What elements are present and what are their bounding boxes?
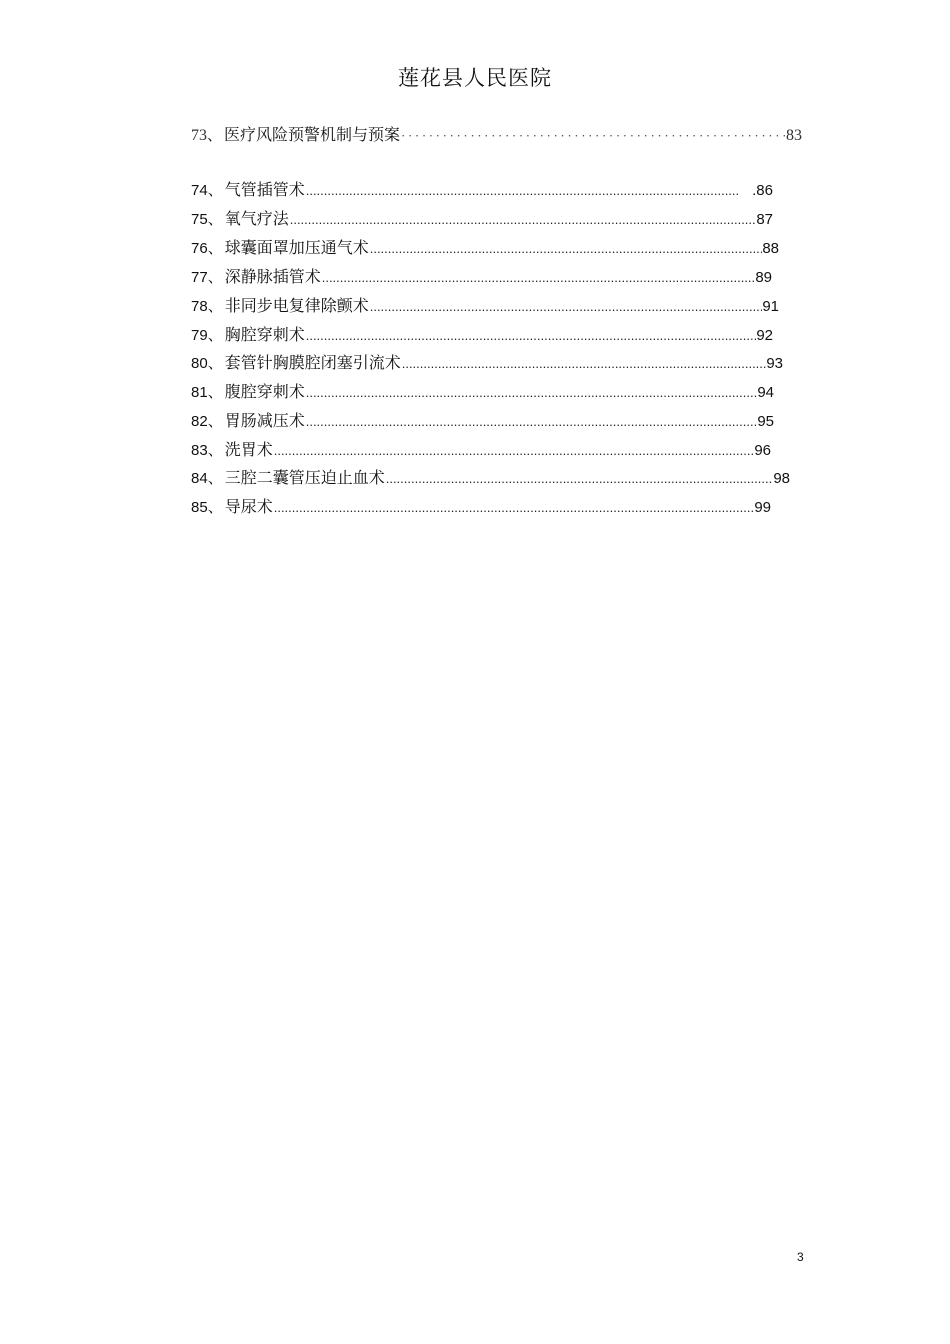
toc-entry-77[interactable] [191,266,772,288]
toc-dot-leader [401,353,767,374]
toc-entry-number: 83 [191,442,208,459]
toc-entry-number: 76 [191,240,208,257]
toc-entry-title: 洗胃术 [224,440,273,459]
toc-dot-leader [369,238,763,259]
toc-entry-number: 85 [191,499,208,516]
page-number: 3 [797,1250,804,1264]
toc-dot-leader [369,296,763,317]
toc-entry-title: 腹腔穿刺术 [224,382,305,401]
toc-entry-79[interactable] [191,324,773,346]
toc-entry-page: 92 [756,327,773,344]
toc-entry-page: 94 [757,384,774,401]
toc-entry-75[interactable] [191,208,773,230]
toc-dot-leader [289,209,757,230]
toc-entry-separator: 、 [207,441,223,459]
toc-dot-leader [305,180,738,201]
toc-entry-separator: 、 [207,181,223,199]
toc-dot-leader [273,497,755,518]
toc-entry-78[interactable] [191,295,779,317]
toc-entry-title: 医疗风险预警机制与预案 [224,125,401,144]
toc-dot-leader [321,267,756,288]
toc-dot-leader [305,325,757,346]
toc-entry-page: 91 [762,298,779,315]
toc-entry-76[interactable] [191,237,779,259]
toc-entry-page: 83 [786,127,802,144]
toc-entry-85[interactable] [191,496,771,518]
toc-entry-separator: 、 [207,383,223,401]
toc-entry-page: 93 [766,355,783,372]
toc-entry-separator: 、 [207,297,223,315]
toc-entry-82[interactable] [191,410,774,432]
toc-entry-number: 80 [191,355,208,372]
toc-entry-page: 99 [754,499,771,516]
toc-entry-title: 胸腔穿刺术 [224,325,305,344]
toc-dot-leader [273,440,755,461]
toc-dot-leader [305,411,758,432]
toc-entry-separator: 、 [207,126,223,144]
toc-entry-page: 89 [755,269,772,286]
toc-entry-separator: 、 [207,412,223,430]
toc-entry-separator: 、 [207,210,223,228]
toc-entry-number: 78 [191,298,208,315]
toc-entry-number: 73 [191,127,207,144]
toc-entry-separator: 、 [207,498,223,516]
toc-entry-81[interactable] [191,381,774,403]
toc-dot-leader [305,382,758,403]
toc-entry-page: .86 [752,182,773,199]
toc-dot-leader [385,468,774,489]
toc-entry-title: 非同步电复律除颤术 [224,296,369,315]
toc-entry-separator: 、 [207,354,223,372]
toc-entry-page: 95 [757,413,774,430]
toc-entry-title: 套管针胸膜腔闭塞引流术 [224,353,401,372]
toc-entry-title: 三腔二囊管压迫止血术 [224,468,385,487]
toc-entry-74[interactable] [191,179,773,201]
toc-entry-title: 气管插管术 [224,180,305,199]
toc-entry-separator: 、 [207,469,223,487]
toc-entry-number: 79 [191,327,208,344]
toc-entry-page: 87 [756,211,773,228]
toc-entry-title: 球囊面罩加压通气术 [224,238,369,257]
toc-entry-84[interactable] [191,467,790,489]
toc-entry-number: 82 [191,413,208,430]
toc-entry-title: 导尿术 [224,497,273,516]
toc-entry-page: 88 [762,240,779,257]
toc-entry-separator: 、 [207,239,223,257]
toc-entry-page: 98 [773,470,790,487]
toc-entry-number: 77 [191,269,208,286]
toc-entry-73[interactable] [191,124,802,146]
toc-entry-title: 深静脉插管术 [224,267,321,286]
page-header-title: 莲花县人民医院 [398,66,552,90]
toc-entry-title: 胃肠减压术 [224,411,305,430]
toc-entry-separator: 、 [207,268,223,286]
toc-entry-80[interactable] [191,352,783,374]
toc-entry-number: 74 [191,182,208,199]
toc-entry-separator: 、 [207,326,223,344]
toc-entry-number: 81 [191,384,208,401]
toc-entry-title: 氧气疗法 [224,209,289,228]
toc-entry-83[interactable] [191,439,771,461]
toc-entry-page: 96 [754,442,771,459]
toc-entry-number: 75 [191,211,208,228]
toc-dot-leader [400,125,786,146]
toc-entry-number: 84 [191,470,208,487]
